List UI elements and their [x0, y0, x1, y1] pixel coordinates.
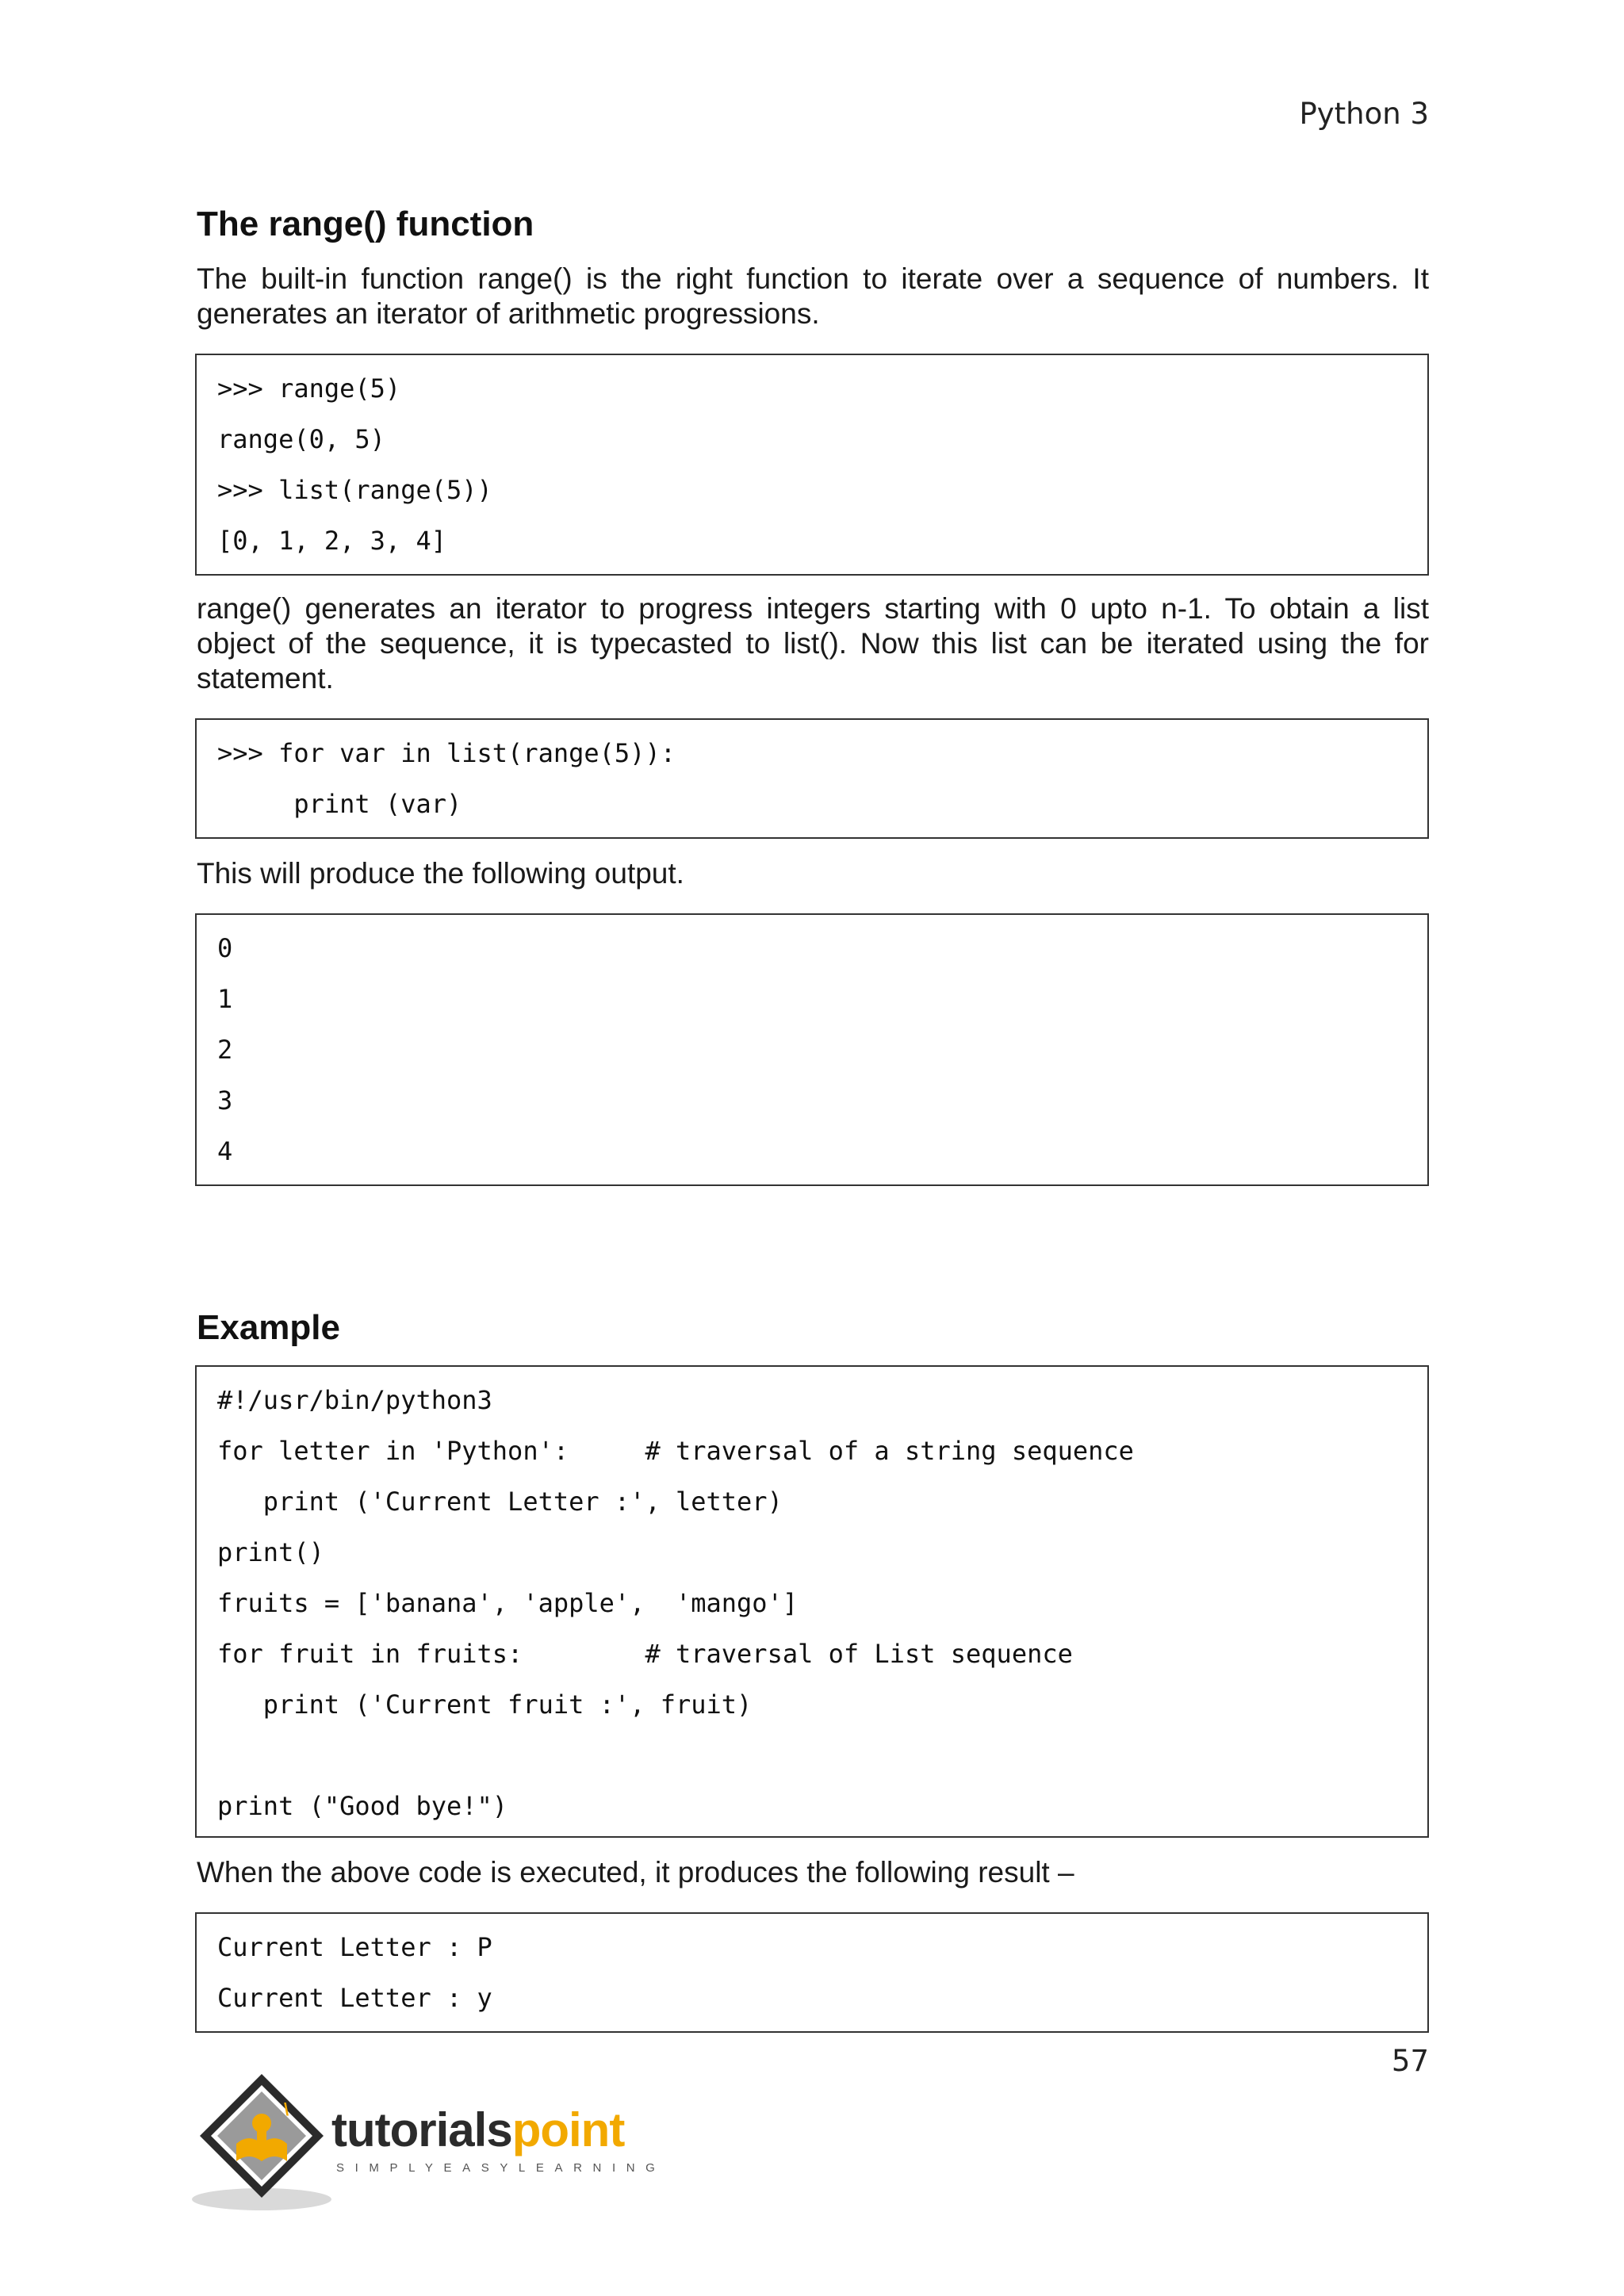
page-header-title: Python 3: [1299, 97, 1429, 131]
code-line: 3: [217, 1085, 233, 1115]
code-block-range-demo: [195, 354, 1429, 576]
code-line: print (var): [217, 789, 462, 819]
code-line: 4: [217, 1136, 233, 1166]
code-block-example: [195, 1365, 1429, 1838]
paragraph-output-intro: This will produce the following output.: [197, 857, 684, 890]
code-line: 2: [217, 1035, 233, 1065]
code-line: Current Letter : y: [217, 1983, 492, 2013]
code-line: for fruit in fruits: # traversal of List sequence: [217, 1639, 1073, 1669]
section-heading-range: The range() function: [197, 205, 534, 243]
paragraph-range-intro: The built-in function range() is the right function to iterate over a sequence of numbers. It generates an iterator of arithmetic progressions.: [197, 262, 1429, 330]
code-block-result: [195, 1912, 1429, 2033]
code-block-loop-output: [195, 913, 1429, 1186]
code-line: for letter in 'Python': # traversal of a string sequence: [217, 1436, 1134, 1466]
code-line: range(0, 5): [217, 424, 385, 454]
logo-diamond-icon: [190, 2068, 333, 2210]
code-line: >>> for var in list(range(5)):: [217, 738, 676, 768]
code-line: #!/usr/bin/python3: [217, 1385, 492, 1415]
code-line: 1: [217, 984, 233, 1014]
tutorialspoint-logo: [190, 2068, 666, 2210]
code-line: print ("Good bye!"): [217, 1791, 508, 1821]
code-line: >>> list(range(5)): [217, 475, 492, 505]
paragraph-range-explain: range() generates an iterator to progress integers starting with 0 upto n-1. To obtain a list object of the sequence, it is typecasted to list(). Now this list can be iterated using the for statement.: [197, 592, 1429, 695]
paragraph-result-intro: When the above code is executed, it produces the following result –: [197, 1856, 1074, 1888]
code-line: print ('Current fruit :', fruit): [217, 1689, 753, 1720]
logo-tagline: SIMPLYEASYLEARNING: [336, 2161, 666, 2175]
logo-word-tutorials: tutorials: [331, 2103, 512, 2156]
logo-wordmark: [331, 2103, 624, 2157]
code-line: print ('Current Letter :', letter): [217, 1487, 783, 1517]
code-line: >>> range(5): [217, 373, 401, 404]
code-block-for-loop: [195, 718, 1429, 839]
page-number: 57: [1391, 2044, 1429, 2078]
code-line: Current Letter : P: [217, 1932, 492, 1962]
code-line: 0: [217, 933, 233, 963]
logo-word-point: point: [511, 2103, 625, 2156]
code-line: [0, 1, 2, 3, 4]: [217, 526, 446, 556]
svg-text:\: \: [284, 2099, 289, 2119]
section-heading-example: Example: [197, 1308, 340, 1347]
code-line: fruits = ['banana', 'apple', 'mango']: [217, 1588, 799, 1618]
code-line: print(): [217, 1537, 324, 1567]
